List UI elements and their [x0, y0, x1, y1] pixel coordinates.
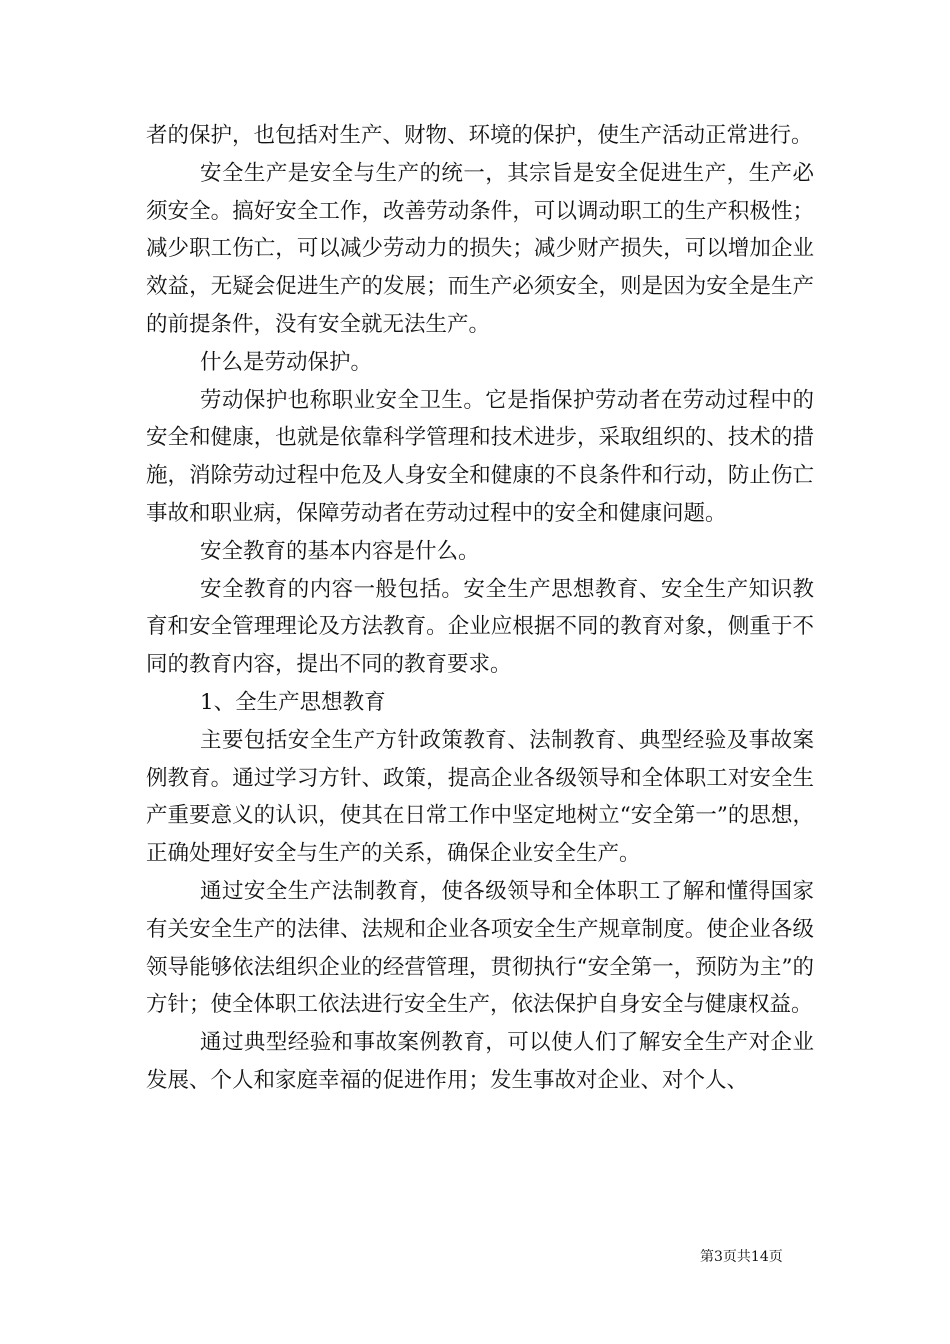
paragraph: 通过安全生产法制教育，使各级领导和全体职工了解和懂得国家有关安全生产的法律、法规和企业各项安全生产规章制度。使企业各级领导能够依法组织企业的经营管理，贯彻执行“安全第一，预防为主”的方针；使全体职工依法进行安全生产，依法保护自身安全与健康权益。 — [146, 878, 814, 1018]
document-body — [146, 117, 814, 1100]
paragraph: 什么是劳动保护。 — [200, 349, 373, 375]
paragraph: 主要包括安全生产方针政策教育、法制教育、典型经验及事故案例教育。通过学习方针、政策，提高企业各级领导和全体职工对安全生产重要意义的认识，使其在日常工作中坚定地树立“安全第一”的思想，正确处理好安全与生产的关系，确保企业安全生产。 — [146, 727, 814, 867]
paragraph: 1、全生产思想教育 — [200, 689, 386, 715]
page-number-footer: 第3页共14页 — [700, 1249, 783, 1265]
paragraph: 通过典型经验和事故案例教育，可以使人们了解安全生产对企业发展、个人和家庭幸福的促进作用；发生事故对企业、对个人、 — [146, 1030, 814, 1093]
paragraph: 劳动保护也称职业安全卫生。它是指保护劳动者在劳动过程中的安全和健康，也就是依靠科学管理和技术进步，采取组织的、技术的措施，消除劳动过程中危及人身安全和健康的不良条件和行动，防止伤亡事故和职业病，保障劳动者在劳动过程中的安全和健康问题。 — [146, 387, 814, 526]
paragraph: 安全教育的基本内容是什么。 — [200, 538, 480, 564]
paragraph: 安全教育的内容一般包括。安全生产思想教育、安全生产知识教育和安全管理理论及方法教育。企业应根据不同的教育对象，侧重于不同的教育内容，提出不同的教育要求。 — [146, 576, 814, 678]
paragraph: 者的保护，也包括对生产、财物、环境的保护，使生产活动正常进行。 — [146, 123, 813, 148]
paragraph: 安全生产是安全与生产的统一，其宗旨是安全促进生产，生产必须安全。搞好安全工作，改善劳动条件，可以调动职工的生产积极性；减少职工伤亡，可以减少劳动力的损失；减少财产损失，可以增加企业效益，无疑会促进生产的发展；而生产必须安全，则是因为安全是生产的前提条件，没有安全就无法生产。 — [146, 160, 814, 337]
